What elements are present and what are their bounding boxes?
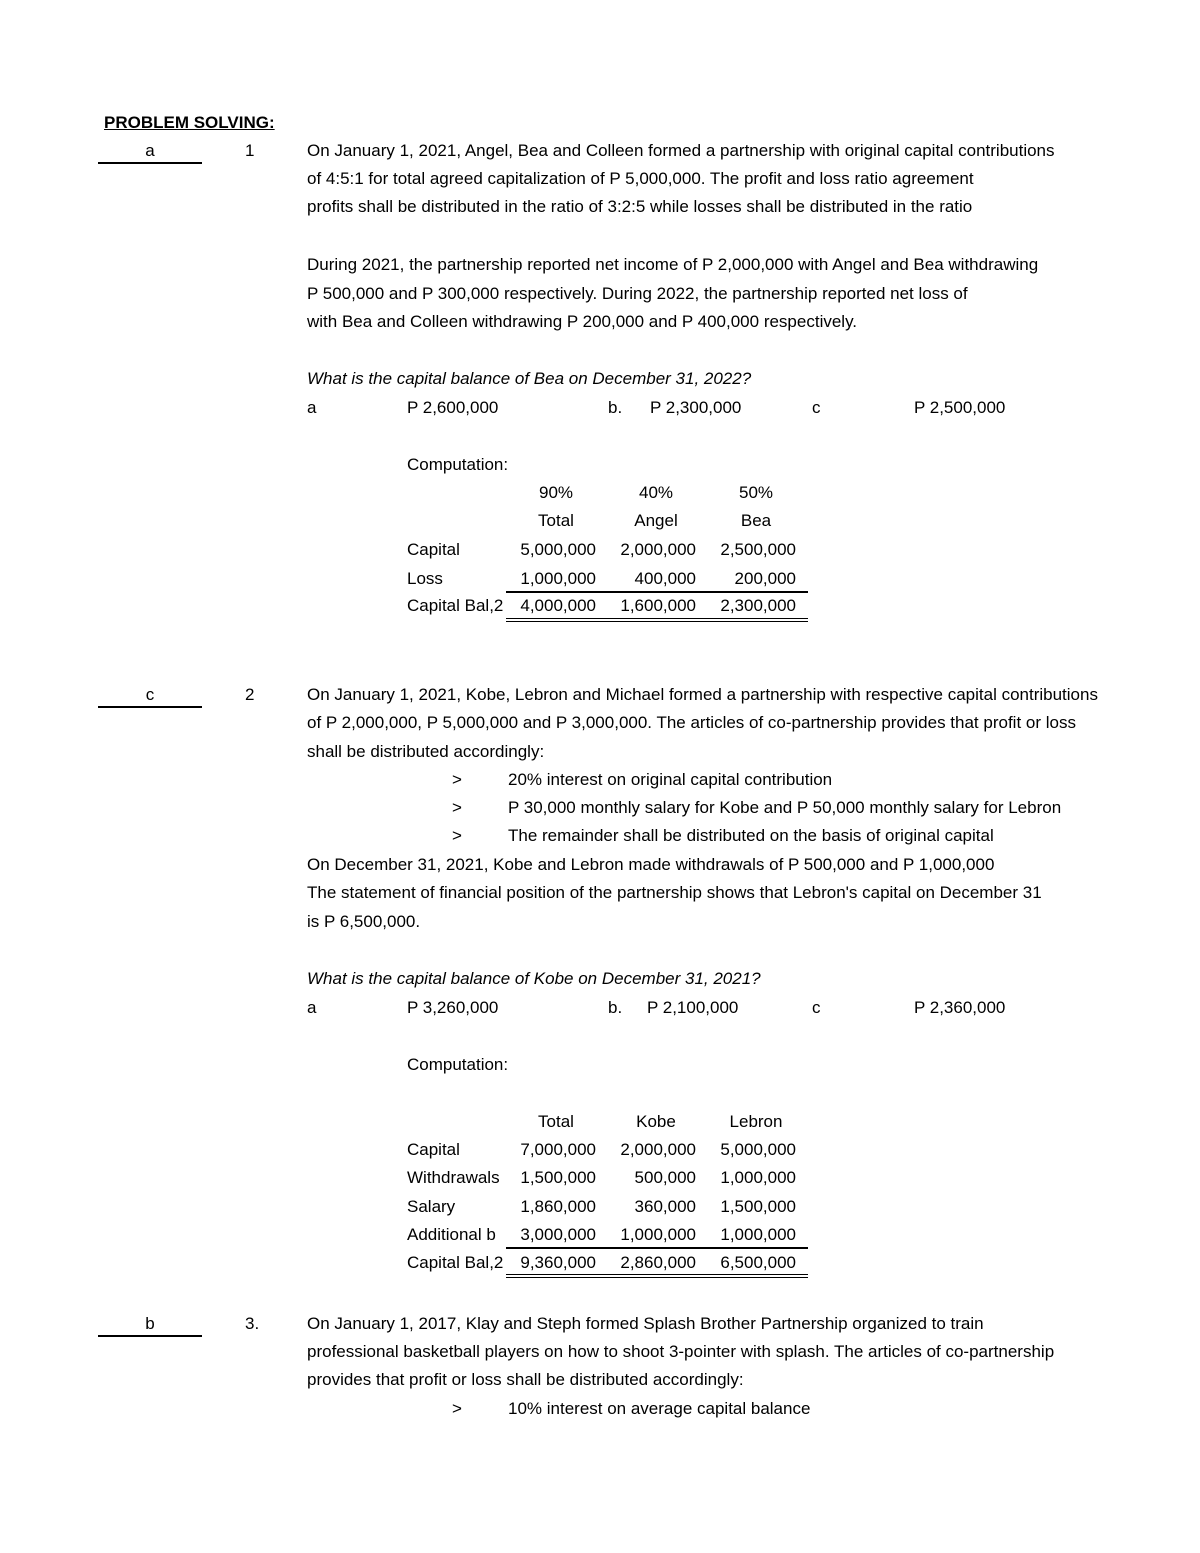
- problem-number-2: 2: [245, 685, 255, 704]
- problem-1-line-5: P 500,000 and P 300,000 respectively. During 2022, the partnership reported net loss of: [307, 284, 968, 303]
- bullet-mark: >: [452, 798, 462, 817]
- problem-2-line-3: shall be distributed accordingly:: [307, 742, 545, 761]
- t2-cell: 3,000,000: [520, 1225, 596, 1244]
- choice-1-b-letter: b.: [608, 398, 623, 417]
- t2-header-lebron: Lebron: [729, 1112, 783, 1131]
- t1-percent-bea: 50%: [738, 483, 774, 502]
- t1-header-angel: Angel: [634, 511, 678, 530]
- t2-total-rule: [506, 1247, 808, 1249]
- problem-2-line-6: is P 6,500,000.: [307, 912, 421, 931]
- bullet-mark: >: [452, 770, 462, 789]
- problem-3-line-3: provides that profit or loss shall be distributed accordingly:: [307, 1370, 744, 1389]
- choice-1-a-letter: a: [307, 398, 317, 417]
- t1-cell: 5,000,000: [520, 540, 596, 559]
- problem-1-line-1: On January 1, 2021, Angel, Bea and Colleen formed a partnership with original capital contributions: [307, 141, 1055, 160]
- problem-number-1: 1: [245, 141, 255, 160]
- problem-number-3: 3.: [245, 1314, 260, 1333]
- t2-cell: 9,360,000: [520, 1253, 596, 1272]
- t2-cell: 1,500,000: [720, 1197, 796, 1216]
- computation-label-1: Computation:: [407, 455, 509, 474]
- t2-row-label: Salary: [407, 1197, 456, 1216]
- choice-1-c-letter: c: [812, 398, 821, 417]
- problem-1-line-6: with Bea and Colleen withdrawing P 200,000 and P 400,000 respectively.: [307, 312, 858, 331]
- t1-total-rule: [506, 591, 808, 593]
- bullet-mark: >: [452, 826, 462, 845]
- t1-row-label: Capital: [407, 540, 460, 559]
- answer-line-2: [98, 706, 202, 708]
- t2-cell: 1,000,000: [720, 1225, 796, 1244]
- bullet-mark: >: [452, 1399, 462, 1418]
- problem-1-question: What is the capital balance of Bea on December 31, 2022?: [307, 369, 752, 388]
- answer-line-1: [98, 162, 202, 164]
- t2-cell: 500,000: [634, 1168, 696, 1187]
- computation-label-2: Computation:: [407, 1055, 509, 1074]
- t1-cell: 1,600,000: [620, 596, 696, 615]
- choice-2-c-value: P 2,360,000: [914, 998, 1006, 1017]
- choice-2-b-value: P 2,100,000: [647, 998, 739, 1017]
- choice-1-c-value: P 2,500,000: [914, 398, 1006, 417]
- t1-header-bea: Bea: [740, 511, 772, 530]
- t1-row-label: Loss: [407, 569, 443, 588]
- t1-cell: 400,000: [634, 569, 696, 588]
- choice-2-b-letter: b.: [608, 998, 623, 1017]
- answer-3: b: [145, 1314, 155, 1333]
- t2-cell: 2,860,000: [620, 1253, 696, 1272]
- t1-cell: 200,000: [734, 569, 796, 588]
- problem-2-question: What is the capital balance of Kobe on December 31, 2021?: [307, 969, 761, 988]
- t2-row-label: Additional b: [407, 1225, 496, 1244]
- choice-2-c-letter: c: [812, 998, 821, 1017]
- t2-header-kobe: Kobe: [636, 1112, 676, 1131]
- t2-cell: 1,000,000: [620, 1225, 696, 1244]
- t2-cell: 1,500,000: [520, 1168, 596, 1187]
- choice-1-a-value: P 2,600,000: [407, 398, 499, 417]
- problem-2-bullet-2: P 30,000 monthly salary for Kobe and P 50,000 monthly salary for Lebron: [508, 798, 1062, 817]
- t2-double-rule: [506, 1274, 808, 1278]
- t1-cell: 2,500,000: [720, 540, 796, 559]
- t1-percent-total: 90%: [538, 483, 574, 502]
- choice-2-a-letter: a: [307, 998, 317, 1017]
- t1-percent-angel: 40%: [638, 483, 674, 502]
- page-heading: PROBLEM SOLVING:: [104, 113, 275, 132]
- problem-3-line-2: professional basketball players on how to shoot 3-pointer with splash. The articles of co-partnership: [307, 1342, 1055, 1361]
- t2-row-label: Capital Bal,2: [407, 1253, 504, 1272]
- t1-cell: 1,000,000: [520, 569, 596, 588]
- t2-cell: 7,000,000: [520, 1140, 596, 1159]
- t1-cell: 4,000,000: [520, 596, 596, 615]
- t2-row-label: Withdrawals: [407, 1168, 500, 1187]
- t1-row-label: Capital Bal,2: [407, 596, 504, 615]
- problem-3-line-1: On January 1, 2017, Klay and Steph formed Splash Brother Partnership organized to train: [307, 1314, 984, 1333]
- problem-2-bullet-3: The remainder shall be distributed on the basis of original capital: [508, 826, 994, 845]
- problem-1-line-4: During 2021, the partnership reported net income of P 2,000,000 with Angel and Bea withdrawing: [307, 255, 1039, 274]
- answer-2: c: [145, 685, 155, 704]
- problem-1-line-3: profits shall be distributed in the ratio of 3:2:5 while losses shall be distributed in the ratio: [307, 197, 973, 216]
- t1-header-total: Total: [538, 511, 574, 530]
- t2-row-label: Capital: [407, 1140, 460, 1159]
- answer-1: a: [145, 141, 155, 160]
- t2-cell: 5,000,000: [720, 1140, 796, 1159]
- t2-cell: 6,500,000: [720, 1253, 796, 1272]
- problem-2-bullet-1: 20% interest on original capital contribution: [508, 770, 833, 789]
- problem-2-line-5: The statement of financial position of the partnership shows that Lebron's capital on December 31: [307, 883, 1042, 902]
- answer-line-3: [98, 1335, 202, 1337]
- t2-cell: 360,000: [634, 1197, 696, 1216]
- problem-2-line-2: of P 2,000,000, P 5,000,000 and P 3,000,000. The articles of co-partnership provides that profit or loss: [307, 713, 1076, 732]
- t2-cell: 1,000,000: [720, 1168, 796, 1187]
- choice-2-a-value: P 3,260,000: [407, 998, 499, 1017]
- t2-cell: 2,000,000: [620, 1140, 696, 1159]
- t2-header-total: Total: [538, 1112, 574, 1131]
- choice-1-b-value: P 2,300,000: [650, 398, 742, 417]
- t1-cell: 2,000,000: [620, 540, 696, 559]
- t1-double-rule: [506, 618, 808, 622]
- problem-3-bullet-1: 10% interest on average capital balance: [508, 1399, 811, 1418]
- t1-cell: 2,300,000: [720, 596, 796, 615]
- problem-2-line-1: On January 1, 2021, Kobe, Lebron and Michael formed a partnership with respective capital contributions: [307, 685, 1098, 704]
- t2-cell: 1,860,000: [520, 1197, 596, 1216]
- problem-1-line-2: of 4:5:1 for total agreed capitalization of P 5,000,000. The profit and loss ratio agreement: [307, 169, 974, 188]
- problem-2-line-4: On December 31, 2021, Kobe and Lebron made withdrawals of P 500,000 and P 1,000,000: [307, 855, 995, 874]
